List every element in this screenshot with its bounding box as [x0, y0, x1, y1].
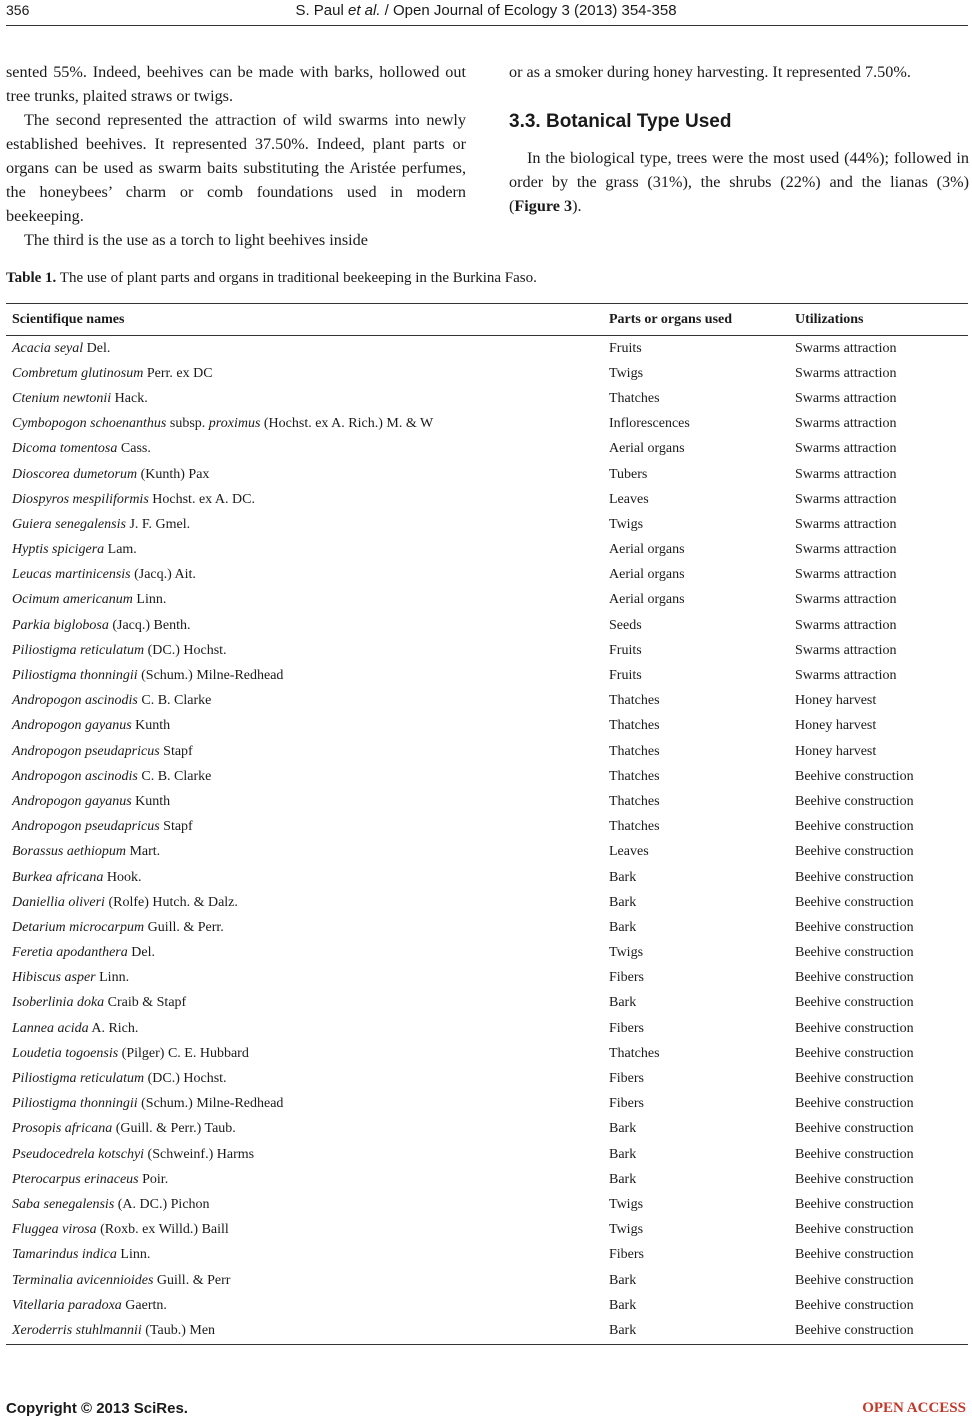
- left-paragraph-2: The second represented the attraction of wild swarms into newly established beehives. It represented 37.50%. Indeed, plant parts or organs can be used as swarm baits substituting the Aristée perfumes, the honeybees’ charm or comb foundations used in modern beekeeping.: [6, 111, 466, 225]
- species-name: Ocimum americanum: [12, 592, 133, 608]
- cell-part-used: Aerial organs: [609, 567, 685, 583]
- species-authority: (Rolfe) Hutch. & Dalz.: [104, 894, 238, 910]
- table-row: [6, 1142, 968, 1167]
- cell-part-used: Thatches: [609, 793, 660, 809]
- table-row: [6, 538, 968, 563]
- cell-scientific-name: [6, 1318, 603, 1344]
- species-authority: C. B. Clarke: [137, 693, 212, 709]
- table-row: [6, 1066, 968, 1091]
- species-authority: Stapf: [159, 743, 193, 759]
- species-name: Hyptis spicigera: [12, 542, 105, 558]
- running-head-authors: S. Paul: [295, 2, 344, 19]
- cell-scientific-name: [6, 966, 603, 991]
- species-name: Leucas martinicensis: [12, 567, 131, 583]
- cell-part-used: Twigs: [609, 1196, 644, 1212]
- species-authority: (Kunth) Pax: [137, 466, 210, 482]
- cell-part-used: Leaves: [609, 844, 649, 860]
- table-row: [6, 941, 968, 966]
- cell-utilization: Beehive construction: [795, 995, 914, 1011]
- table-row: [6, 1293, 968, 1318]
- cell-utilization: Beehive construction: [795, 1146, 914, 1162]
- species-authority: (Pilger) C. E. Hubbard: [118, 1045, 249, 1061]
- cell-part-used: Fibers: [609, 1096, 644, 1112]
- left-paragraph-1: sented 55%. Indeed, beehives can be made with barks, hollowed out tree trunks, plaited straws or twigs.: [6, 63, 466, 105]
- table-row: [6, 412, 968, 437]
- cell-utilization: Swarms attraction: [795, 617, 897, 633]
- species-name: Borassus aethiopum: [12, 844, 126, 860]
- cell-utilization: Swarms attraction: [795, 668, 897, 684]
- cell-utilization: Beehive construction: [795, 1071, 914, 1087]
- species-name: Guiera senegalensis: [12, 516, 126, 532]
- cell-utilization: Swarms attraction: [795, 416, 897, 432]
- species-authority: (A. DC.) Pichon: [114, 1196, 210, 1212]
- cell-part-used: Fibers: [609, 1020, 644, 1036]
- cell-utilization: Beehive construction: [795, 793, 914, 809]
- species-authority: Cass.: [117, 441, 151, 457]
- table-caption-label: Table 1.: [6, 270, 57, 286]
- header-utilizations: Utilizations: [789, 304, 968, 336]
- table-row: [6, 361, 968, 386]
- cell-scientific-name: [6, 1041, 603, 1066]
- running-head-journal: / Open Journal of Ecology 3 (2013) 354-358: [380, 2, 677, 19]
- cell-utilization: Swarms attraction: [795, 441, 897, 457]
- table-row: [6, 789, 968, 814]
- species-name: Andropogon gayanus: [12, 718, 132, 734]
- cell-utilization: Beehive construction: [795, 970, 914, 986]
- cell-part-used: Bark: [609, 894, 637, 910]
- cell-part-used: Thatches: [609, 718, 660, 734]
- cell-scientific-name: [6, 991, 603, 1016]
- cell-scientific-name: [6, 1142, 603, 1167]
- cell-utilization: Beehive construction: [795, 1297, 914, 1313]
- subspecies-name: proximus: [208, 416, 261, 432]
- cell-scientific-name: [6, 437, 603, 462]
- table-row: [6, 865, 968, 890]
- table-row: [6, 1092, 968, 1117]
- cell-scientific-name: [6, 538, 603, 563]
- species-name: Xeroderris stuhlmannii: [12, 1322, 142, 1338]
- cell-utilization: Beehive construction: [795, 1196, 914, 1212]
- cell-utilization: Beehive construction: [795, 894, 914, 910]
- species-authority: Stapf: [159, 819, 193, 835]
- species-name: Burkea africana: [12, 869, 104, 885]
- cell-scientific-name: [6, 689, 603, 714]
- table-row: [6, 336, 968, 362]
- cell-utilization: Beehive construction: [795, 945, 914, 961]
- cell-utilization: Honey harvest: [795, 718, 877, 734]
- species-name: Daniellia oliveri: [12, 894, 105, 910]
- species-name: Pterocarpus erinaceus: [12, 1171, 139, 1187]
- table-row: [6, 462, 968, 487]
- cell-part-used: Bark: [609, 1171, 637, 1187]
- cell-utilization: Beehive construction: [795, 844, 914, 860]
- table-row: [6, 739, 968, 764]
- cell-utilization: Swarms attraction: [795, 491, 897, 507]
- table-row: [6, 487, 968, 512]
- cell-part-used: Inflorescences: [609, 416, 690, 432]
- species-authority: (Jacq.) Benth.: [108, 617, 191, 633]
- table-row: [6, 1318, 968, 1344]
- running-head-etal: et al.: [347, 2, 381, 19]
- species-name: Lannea acida: [12, 1020, 89, 1036]
- cell-scientific-name: [6, 739, 603, 764]
- cell-part-used: Fruits: [609, 340, 642, 356]
- species-authority: (Guill. & Perr.) Taub.: [112, 1121, 236, 1137]
- cell-utilization: Beehive construction: [789, 1318, 968, 1344]
- table-row: [6, 991, 968, 1016]
- cell-part-used: Aerial organs: [609, 542, 685, 558]
- cell-scientific-name: [6, 1167, 603, 1192]
- cell-utilization: Swarms attraction: [795, 542, 897, 558]
- table-header-row: [6, 304, 968, 336]
- cell-scientific-name: [6, 1293, 603, 1318]
- cell-scientific-name: [6, 361, 603, 386]
- species-authority: Hook.: [103, 869, 142, 885]
- header-rule: [6, 25, 968, 26]
- species-name: Andropogon gayanus: [12, 793, 132, 809]
- cell-part-used: Fibers: [609, 970, 644, 986]
- species-name: Piliostigma reticulatum: [12, 642, 145, 658]
- cell-scientific-name: [6, 1268, 603, 1293]
- species-name: Saba senegalensis: [12, 1196, 115, 1212]
- footer-open-access: OPEN ACCESS: [862, 1400, 966, 1416]
- cell-part-used: Bark: [609, 919, 637, 935]
- cell-scientific-name: [6, 1066, 603, 1091]
- table-row: [6, 512, 968, 537]
- cell-part-used: Thatches: [609, 693, 660, 709]
- cell-scientific-name: [6, 462, 603, 487]
- cell-utilization: Swarms attraction: [795, 340, 897, 356]
- species-authority: (Schum.) Milne-Redhead: [137, 668, 284, 684]
- cell-scientific-name: [6, 789, 603, 814]
- cell-part-used: Bark: [609, 1297, 637, 1313]
- species-authority: Hochst. ex A. DC.: [148, 491, 255, 507]
- cell-part-used: Twigs: [609, 516, 644, 532]
- species-authority: subsp.: [166, 416, 209, 432]
- cell-scientific-name: [6, 1192, 603, 1217]
- species-name: Parkia biglobosa: [12, 617, 109, 633]
- species-authority: (DC.) Hochst.: [144, 1071, 227, 1087]
- species-name: Pseudocedrela kotschyi: [12, 1146, 145, 1162]
- table-row: [6, 966, 968, 991]
- species-name: Piliostigma thonningii: [12, 668, 138, 684]
- species-name: Piliostigma reticulatum: [12, 1071, 145, 1087]
- table-row: [6, 1243, 968, 1268]
- cell-utilization: Honey harvest: [795, 693, 877, 709]
- left-paragraph-3: The third is the use as a torch to light beehives inside: [24, 231, 368, 249]
- running-head: [0, 2, 972, 19]
- species-name: Ctenium newtonii: [12, 390, 112, 406]
- species-name: Acacia seyal: [12, 340, 84, 356]
- species-name: Isoberlinia doka: [12, 995, 105, 1011]
- cell-utilization: Swarms attraction: [795, 365, 897, 381]
- cell-part-used: Leaves: [609, 491, 649, 507]
- cell-utilization: Beehive construction: [795, 819, 914, 835]
- species-name: Loudetia togoensis: [12, 1045, 119, 1061]
- plant-usage-table: [6, 303, 968, 1345]
- table-row: [6, 890, 968, 915]
- cell-utilization: Swarms attraction: [795, 390, 897, 406]
- cell-part-used: Twigs: [609, 1222, 644, 1238]
- species-authority: (Schweinf.) Harms: [144, 1146, 255, 1162]
- table-row: [6, 815, 968, 840]
- cell-scientific-name: [6, 386, 603, 411]
- cell-part-used: Aerial organs: [609, 592, 685, 608]
- cell-part-used: Bark: [609, 995, 637, 1011]
- cell-part-used: Thatches: [609, 1045, 660, 1061]
- header-parts-used: Parts or organs used: [603, 304, 789, 336]
- table-row: [6, 714, 968, 739]
- cell-utilization: Beehive construction: [795, 1272, 914, 1288]
- figure-reference-link[interactable]: Figure 3: [514, 197, 573, 215]
- cell-scientific-name: [6, 1243, 603, 1268]
- cell-part-used: Bark: [609, 1272, 637, 1288]
- cell-utilization: Beehive construction: [795, 1222, 914, 1238]
- species-authority: J. F. Gmel.: [125, 516, 191, 532]
- cell-utilization: Beehive construction: [795, 1096, 914, 1112]
- species-authority: Linn.: [95, 970, 130, 986]
- table-row: [6, 915, 968, 940]
- table-row: [6, 1167, 968, 1192]
- species-authority: Hack.: [111, 390, 148, 406]
- species-authority: (Schum.) Milne-Redhead: [137, 1096, 284, 1112]
- table-row: [6, 689, 968, 714]
- cell-part-used: Seeds: [609, 617, 642, 633]
- cell-scientific-name: [6, 638, 603, 663]
- right-column: [509, 60, 969, 218]
- species-authority: Gaertn.: [121, 1297, 167, 1313]
- species-authority: Del.: [127, 945, 155, 961]
- cell-part-used: Fibers: [609, 1071, 644, 1087]
- cell-part-used: Bark: [609, 869, 637, 885]
- table-row: [6, 437, 968, 462]
- species-name: Hibiscus asper: [12, 970, 96, 986]
- cell-scientific-name: [6, 512, 603, 537]
- cell-scientific-name: [6, 714, 603, 739]
- cell-utilization: Beehive construction: [795, 1045, 914, 1061]
- species-authority: Kunth: [131, 793, 171, 809]
- table-row: [6, 588, 968, 613]
- species-name: Cymbopogon schoenanthus: [12, 416, 167, 432]
- page-number: 356: [6, 2, 30, 18]
- subspecies-authority: (Hochst. ex A. Rich.) M. & W: [260, 416, 434, 432]
- cell-part-used: Tubers: [609, 466, 648, 482]
- cell-utilization: Honey harvest: [795, 743, 877, 759]
- cell-part-used: Fruits: [609, 668, 642, 684]
- species-authority: Linn.: [132, 592, 167, 608]
- table-body: [6, 336, 968, 1345]
- table-row: [6, 1117, 968, 1142]
- cell-utilization: Beehive construction: [795, 1247, 914, 1263]
- species-authority: (Taub.) Men: [141, 1322, 216, 1338]
- species-authority: C. B. Clarke: [137, 768, 212, 784]
- cell-utilization: Swarms attraction: [795, 516, 897, 532]
- species-name: Diospyros mespiliformis: [12, 491, 149, 507]
- table-caption-text: The use of plant parts and organs in traditional beekeeping in the Burkina Faso.: [56, 270, 537, 286]
- right-paragraph-1: or as a smoker during honey harvesting. It represented 7.50%.: [509, 63, 911, 81]
- table-row: [6, 1016, 968, 1041]
- table-caption: [6, 270, 537, 287]
- cell-utilization: Swarms attraction: [795, 466, 897, 482]
- cell-part-used: Thatches: [609, 819, 660, 835]
- table-row: [6, 563, 968, 588]
- table-row: [6, 1041, 968, 1066]
- cell-part-used: Twigs: [609, 945, 644, 961]
- cell-part-used: Thatches: [609, 390, 660, 406]
- cell-scientific-name: [6, 613, 603, 638]
- cell-scientific-name: [6, 915, 603, 940]
- cell-scientific-name: [6, 941, 603, 966]
- species-authority: Linn.: [116, 1247, 151, 1263]
- cell-utilization: Swarms attraction: [795, 642, 897, 658]
- table-row: [6, 840, 968, 865]
- cell-scientific-name: [6, 1092, 603, 1117]
- cell-scientific-name: [6, 563, 603, 588]
- species-authority: (Jacq.) Ait.: [130, 567, 196, 583]
- cell-part-used: Bark: [603, 1318, 789, 1344]
- cell-part-used: Thatches: [609, 743, 660, 759]
- cell-scientific-name: [6, 865, 603, 890]
- table-row: [6, 663, 968, 688]
- left-column: [6, 60, 466, 252]
- species-authority: Guill. & Perr.: [144, 919, 224, 935]
- cell-scientific-name: [6, 663, 603, 688]
- species-authority: (DC.) Hochst.: [144, 642, 227, 658]
- cell-utilization: Swarms attraction: [795, 567, 897, 583]
- table-row: [6, 613, 968, 638]
- cell-scientific-name: [6, 840, 603, 865]
- cell-scientific-name: [6, 336, 603, 362]
- table-row: [6, 1192, 968, 1217]
- species-authority: (Roxb. ex Willd.) Baill: [96, 1222, 229, 1238]
- species-name: Andropogon pseudapricus: [12, 819, 160, 835]
- species-name: Tamarindus indica: [12, 1247, 117, 1263]
- species-name: Andropogon pseudapricus: [12, 743, 160, 759]
- species-name: Vitellaria paradoxa: [12, 1297, 122, 1313]
- species-authority: Poir.: [138, 1171, 169, 1187]
- cell-utilization: Beehive construction: [795, 1171, 914, 1187]
- cell-scientific-name: [6, 764, 603, 789]
- right-paragraph-2: [509, 146, 969, 218]
- table-row: [6, 386, 968, 411]
- table-row: [6, 1218, 968, 1243]
- table-row: [6, 638, 968, 663]
- cell-scientific-name: [6, 815, 603, 840]
- species-name: Prosopis africana: [12, 1121, 113, 1137]
- species-authority: Del.: [83, 340, 111, 356]
- species-authority: Craib & Stapf: [104, 995, 187, 1011]
- species-name: Detarium microcarpum: [12, 919, 145, 935]
- species-name: Terminalia avicennioides: [12, 1272, 154, 1288]
- cell-utilization: Beehive construction: [795, 1121, 914, 1137]
- right-paragraph-2-text: In the biological type, trees were the most used (44%); followed in order by the grass (31%), the shrubs (22%) and the lianas (3%) (: [509, 149, 969, 215]
- cell-part-used: Fibers: [609, 1247, 644, 1263]
- header-scientific-names: Scientifique names: [6, 304, 603, 336]
- species-authority: Guill. & Perr: [153, 1272, 231, 1288]
- cell-scientific-name: [6, 890, 603, 915]
- cell-utilization: Beehive construction: [795, 768, 914, 784]
- species-authority: Kunth: [131, 718, 171, 734]
- cell-part-used: Fruits: [609, 642, 642, 658]
- species-name: Andropogon ascinodis: [12, 768, 138, 784]
- species-name: Fluggea virosa: [12, 1222, 97, 1238]
- cell-scientific-name: [6, 1218, 603, 1243]
- right-paragraph-2-end: ).: [572, 197, 582, 215]
- cell-scientific-name: [6, 412, 603, 437]
- table-row: [6, 764, 968, 789]
- species-name: Dicoma tomentosa: [12, 441, 118, 457]
- cell-utilization: Beehive construction: [795, 1020, 914, 1036]
- cell-utilization: Swarms attraction: [795, 592, 897, 608]
- cell-scientific-name: [6, 1117, 603, 1142]
- footer-copyright: Copyright © 2013 SciRes.: [6, 1400, 188, 1417]
- cell-scientific-name: [6, 588, 603, 613]
- cell-scientific-name: [6, 1016, 603, 1041]
- species-name: Dioscorea dumetorum: [12, 466, 138, 482]
- table-row: [6, 1268, 968, 1293]
- cell-utilization: Beehive construction: [795, 869, 914, 885]
- cell-part-used: Bark: [609, 1121, 637, 1137]
- species-name: Andropogon ascinodis: [12, 693, 138, 709]
- cell-part-used: Aerial organs: [609, 441, 685, 457]
- species-name: Piliostigma thonningii: [12, 1096, 138, 1112]
- cell-part-used: Thatches: [609, 768, 660, 784]
- species-name: Feretia apodanthera: [12, 945, 128, 961]
- species-authority: Lam.: [104, 542, 137, 558]
- species-authority: Perr. ex DC: [143, 365, 213, 381]
- section-heading: 3.3. Botanical Type Used: [509, 111, 732, 132]
- species-authority: Mart.: [125, 844, 161, 860]
- cell-scientific-name: [6, 487, 603, 512]
- cell-part-used: Bark: [609, 1146, 637, 1162]
- species-authority: A. Rich.: [88, 1020, 139, 1036]
- cell-utilization: Beehive construction: [795, 919, 914, 935]
- species-name: Combretum glutinosum: [12, 365, 144, 381]
- cell-part-used: Twigs: [609, 365, 644, 381]
